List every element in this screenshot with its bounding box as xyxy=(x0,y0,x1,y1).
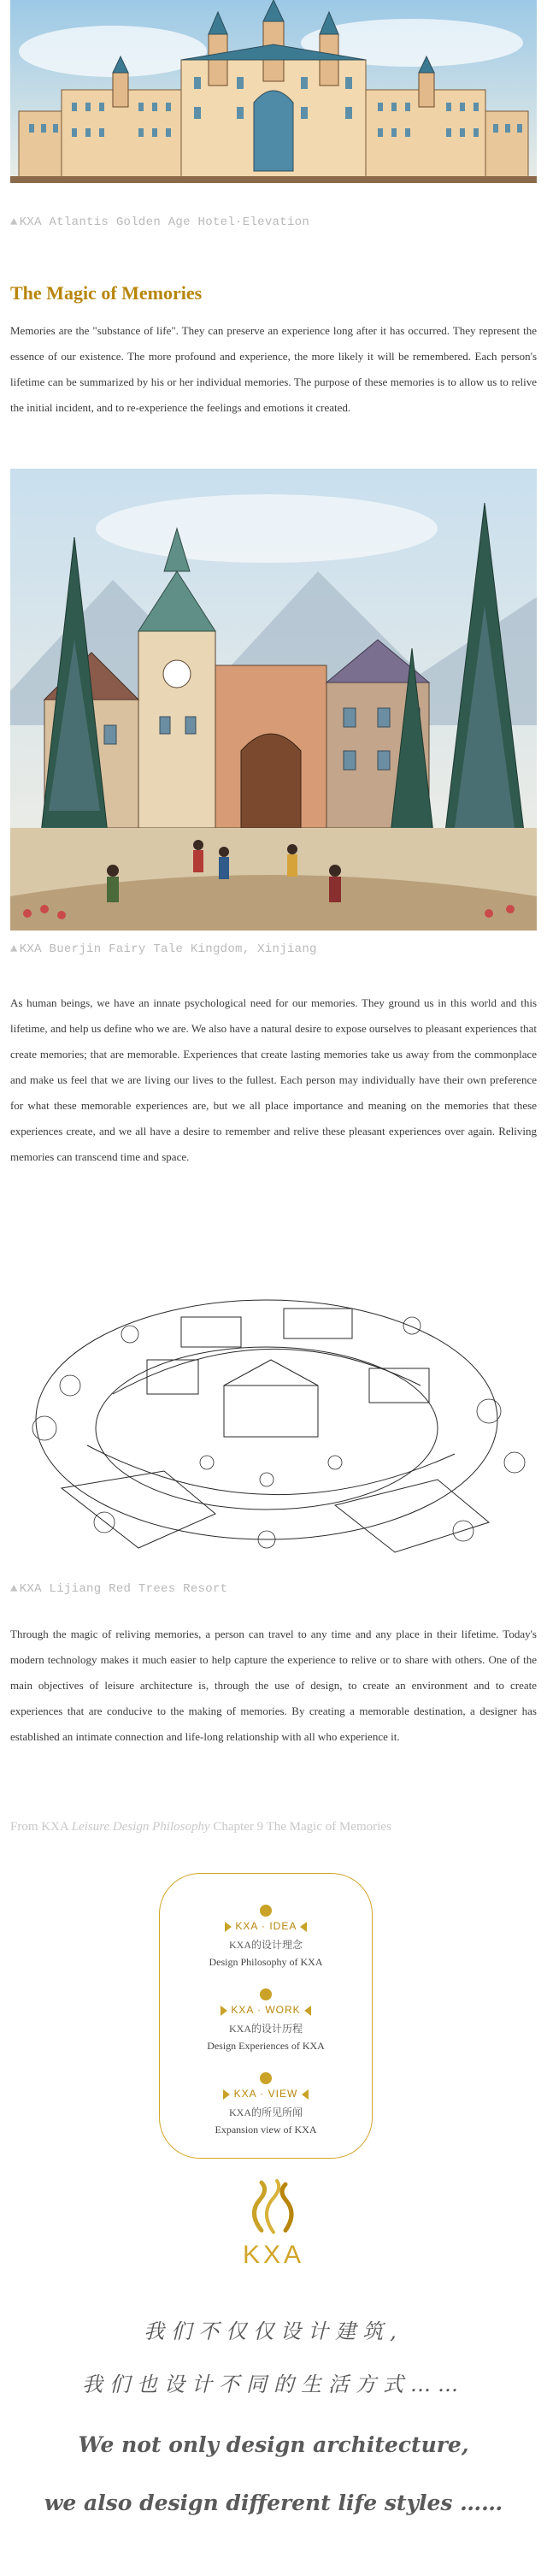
kxa-logo-text: KXA xyxy=(242,2241,305,2269)
gold-dot-icon xyxy=(260,1905,272,1917)
article-heading: The Magic of Memories xyxy=(10,282,203,304)
slogan-cn-line-1: 我们不仅仅设计建筑, xyxy=(144,2319,403,2343)
menu-item-idea[interactable]: KXA · IDEA KXA的设计理念 Design Philosophy of KXA xyxy=(160,1905,372,1969)
lijiang-resort-caption: ▲ KXA Lijiang Red Trees Resort xyxy=(10,1582,228,1596)
slogan-en-line-2: we also design different life styles …… xyxy=(44,2490,503,2515)
flag-left-icon xyxy=(221,2006,227,2016)
hotel-elevation-caption: ▲ KXA Atlantis Golden Age Hotel·Elevation xyxy=(10,216,310,229)
flag-left-icon xyxy=(225,1922,232,1932)
paragraph-2: As human beings, we have an innate psychological need for our memories. They ground us in this world and this lifetime, and help us define who we are. We also have a natural desire to expose ourselves to pleasant experiences that create memories; that are memorable. Experiences that create lasting memories take us away from the commonplace and make us feel that we are living our lives to the fullest. Each person may individually have their own preference for what these memorable experiences are, but we all place importance and meaning on the memories that these experiences create, and we all have a desire to remember and relive these pleasant experiences over again. Reliving memories can transcend time and space. xyxy=(10,996,537,1163)
triangle-icon: ▲ xyxy=(10,216,18,229)
flag-right-icon xyxy=(304,2006,311,2016)
flag-left-icon xyxy=(223,2089,230,2100)
fairy-tale-kingdom-image xyxy=(10,469,537,931)
triangle-icon: ▲ xyxy=(10,942,18,956)
triangle-icon: ▲ xyxy=(10,1582,18,1596)
lijiang-resort-sketch-image xyxy=(10,1257,537,1570)
kxa-menu-card xyxy=(159,1873,373,2159)
paragraph-1: Memories are the "substance of life". They can preserve an experience long after it has occurred. They represent the essence of our existence. The more profound and experience, the more likely it will be remembered. Each person's lifetime can be summarized by his or her individual memories. The purpose of these memories is to allow us to relive the initial incident, and to re-experience the feelings and emotions it created. xyxy=(10,324,537,414)
gold-dot-icon xyxy=(260,1988,272,2000)
slogan-en-line-1: We not only design architecture, xyxy=(78,2432,469,2457)
flag-right-icon xyxy=(302,2089,309,2100)
slogan-cn-line-2: 我们也设计不同的生活方式…… xyxy=(82,2372,465,2396)
flag-right-icon xyxy=(300,1922,307,1932)
gold-dot-icon xyxy=(260,2072,272,2084)
fairy-tale-kingdom-caption: ▲ KXA Buerjin Fairy Tale Kingdom, Xinjiang xyxy=(10,942,317,956)
source-citation: From KXA Leisure Design Philosophy Chapter 9 The Magic of Memories xyxy=(10,1820,391,1834)
menu-item-work[interactable]: KXA · WORK KXA的设计历程 Design Experiences of KXA xyxy=(160,1988,372,2053)
kxa-logo-icon xyxy=(243,2179,304,2239)
menu-item-view[interactable]: KXA · VIEW KXA的所见所闻 Expansion view of KXA xyxy=(160,2072,372,2136)
paragraph-3: Through the magic of reliving memories, a person can travel to any time and any place in their lifetime. Today's modern technology makes it much easier to help capture the experience to relive or to share with others. One of the main objectives of leisure architecture is, through the use of design, to create an environment and to create experiences that are conducive to the making of memories. By creating a memorable destination, a designer has established an intimate connection and life-long relationship with all who experience it. xyxy=(10,1628,537,1743)
hotel-elevation-image xyxy=(10,0,537,205)
